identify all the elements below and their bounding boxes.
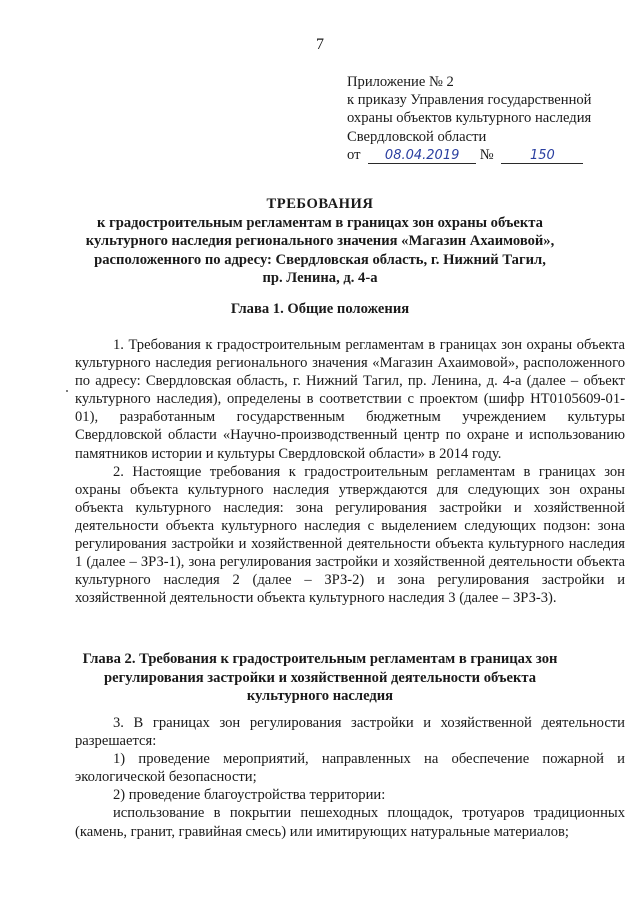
- appendix-block: [347, 73, 627, 164]
- chapter-2-heading-line: Глава 2. Требования к градостроительным регламентам в границах зон: [82, 651, 558, 667]
- appendix-order-line: к приказу Управления государственной: [347, 92, 592, 109]
- date-prefix: от: [347, 146, 361, 163]
- handwritten-number: 150: [501, 148, 583, 164]
- paragraph: использование в покрытии пешеходных площадок, тротуаров традиционных (камень, гранит, гравийная смесь) или имитирующих натуральные материалов;: [75, 805, 625, 840]
- chapter-2-heading-line: регулирования застройки и хозяйственной деятельности объекта: [103, 669, 537, 686]
- title-line: расположенного по адресу: Свердловская область, г. Нижний Тагил,: [94, 251, 546, 268]
- title-line: пр. Ленина, д. 4-а: [262, 270, 378, 286]
- appendix-region-line: Свердловской области: [347, 128, 487, 145]
- chapter-2-body: [75, 714, 625, 841]
- number-prefix: №: [479, 146, 494, 163]
- chapter-1-body: [75, 336, 625, 607]
- margin-mark: [66, 390, 68, 392]
- paragraph: 2) проведение благоустройства территории:: [113, 787, 386, 804]
- paragraph: 1) проведение мероприятий, направленных на обеспечение пожарной и экологической безопасности;: [75, 751, 625, 786]
- paragraph: 3. В границах зон регулирования застройки и хозяйственной деятельности разрешается:: [75, 715, 625, 750]
- chapter-2-heading: [60, 650, 580, 706]
- title-main: ТРЕБОВАНИЯ: [266, 196, 374, 212]
- appendix-title: Приложение № 2: [347, 74, 454, 90]
- chapter-2-heading-line: культурного наследия: [246, 688, 394, 704]
- title-line: к градостроительным регламентам в границах зон охраны объекта: [97, 214, 543, 231]
- page-number: 7: [316, 36, 324, 53]
- order-date-number-row: [347, 146, 627, 164]
- title-line: культурного наследия регионального значения «Магазин Ахаимовой»,: [85, 233, 555, 249]
- appendix-authority-line: охраны объектов культурного наследия: [347, 110, 592, 127]
- paragraph: 1. Требования к градостроительным регламентам в границах зон охраны объекта культурного наследия регионального значения «Магазин Ахаимовой», расположенного по адресу: Свердловская область, г. Нижний Тагил, пр. Ленина, д. 4-а (далее – объект культурного наследия), определены в соответствии с проектом (шифр НТ0105609-01-01), разработанным государственным бюджетным учреждением культуры Свердловской области «Научно-производственный центр по охране и использованию памятников истории и культуры Свердловской области» в 2014 году.: [75, 337, 625, 462]
- document-title: [60, 195, 580, 288]
- paragraph: 2. Настоящие требования к градостроительным регламентам в границах зон охраны объекта культурного наследия утверждаются для следующих зон охраны объекта культурного наследия: зона регулирования застройки и хозяйственной деятельности объекта культурного наследия с выделением следующих подзон: зона регулирования застройки и хозяйственной деятельности объекта культурного наследия 1 (далее – ЗРЗ-1), зона регулирования застройки и хозяйственной деятельности объекта культурного наследия 2 (далее – ЗРЗ-2) и зона регулирования застройки и хозяйственной деятельности объекта культурного наследия 3 (далее – ЗРЗ-3).: [75, 463, 625, 607]
- handwritten-date: 08.04.2019: [368, 148, 476, 164]
- chapter-1-heading: Глава 1. Общие положения: [230, 301, 410, 317]
